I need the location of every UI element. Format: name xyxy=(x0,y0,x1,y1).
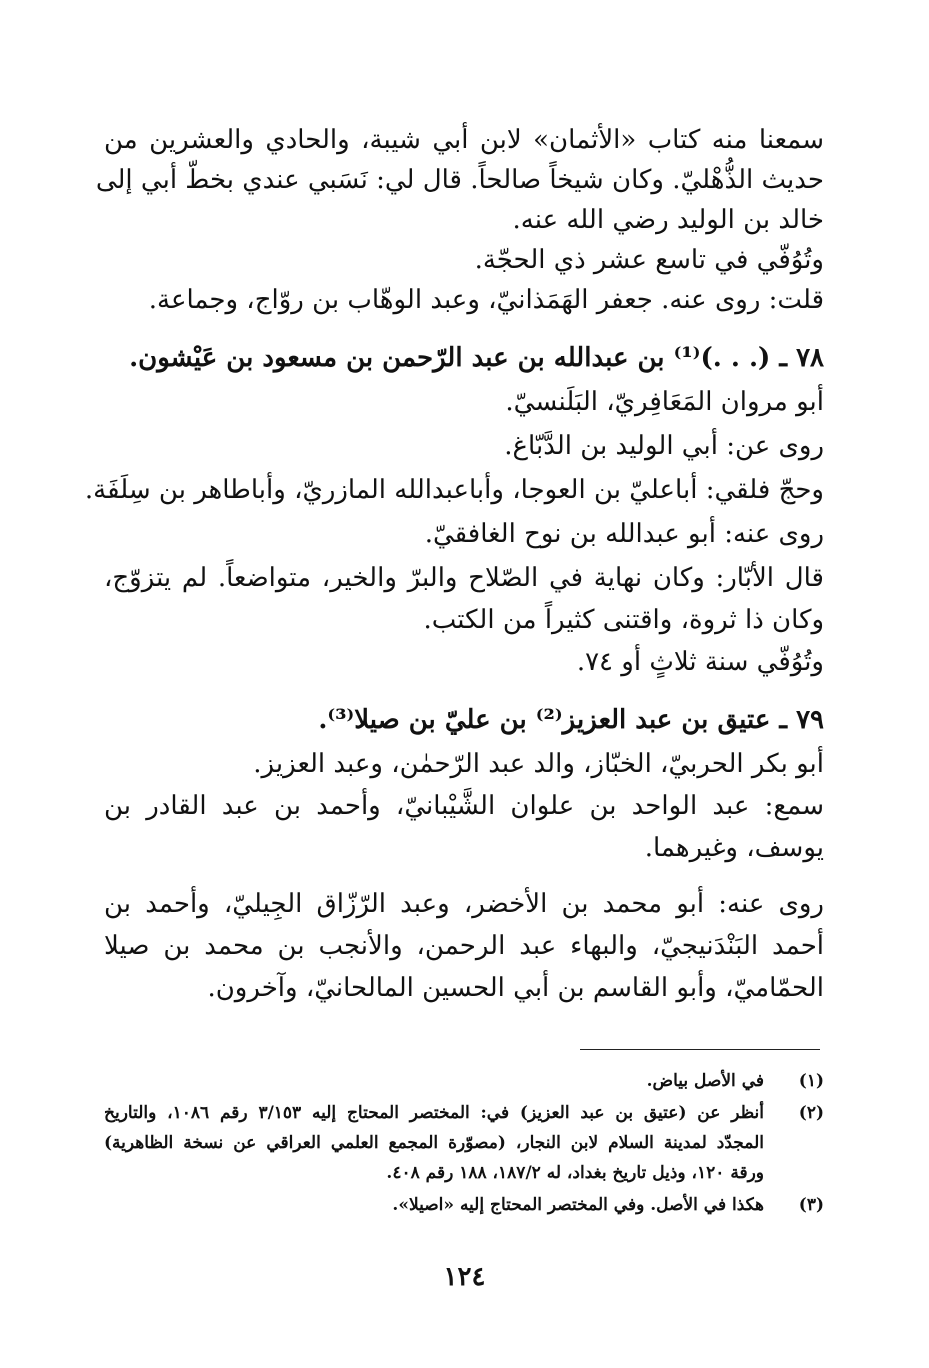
footnote-text: ورقة ١٢٠، وذيل تاريخ بغداد، له ١٨٧/٢، ١٨٨ رقم ٤٠٨. xyxy=(386,1163,764,1183)
text-line: أبو بكر الحربيّ، الخبّاز، والد عبد الرّحمٰن، وعبد العزيز. xyxy=(253,749,824,779)
text-line: روى عن: أبي الوليد بن الدَّبّاغ. xyxy=(504,431,824,461)
footnote-text: أنظر عن (عتيق بن عبد العزيز) في: المختصر المحتاج إليه ٣/١٥٣ رقم ١٠٨٦، والتاريخ xyxy=(104,1103,764,1123)
text-line: الحمّاميّ، وأبو القاسم بن أبي الحسين المالحانيّ، وآخرون. xyxy=(207,973,824,1003)
text-line: روى عنه: أبو محمد بن الأخضر، وعبد الرّزّاق الجِيليّ، وأحمد بن xyxy=(104,889,824,919)
text-line: سمعنا منه كتاب «الأثمان» لابن أبي شيبة، والحادي والعشرين من xyxy=(104,125,824,155)
text-line: قال الأبّار: وكان نهاية في الصّلاح والبرّ والخير، متواضعاً. لم يتزوّج، xyxy=(104,563,824,593)
text-line: روى عنه: أبو عبدالله بن نوح الغافقيّ. xyxy=(424,519,824,549)
footnote-number: (٢) xyxy=(798,1103,824,1123)
entry-heading-78: ٧٨ ـ (. . .)⁽¹⁾ بن عبدالله بن عبد الرّحمن بن مسعود بن عَيْشون. xyxy=(129,343,824,373)
text-line: سمع: عبد الواحد بن علوان الشَّيْبانيّ، وأحمد بن عبد القادر بن xyxy=(104,791,824,821)
footnote-number: (٣) xyxy=(798,1195,824,1215)
footnote-number: (١) xyxy=(798,1071,824,1091)
footnote-separator xyxy=(580,1049,820,1050)
text-line: وحجّ فلقي: أباعليّ بن العوجا، وأباعبدالله المازريّ، وأباطاهر بن سِلَفَة. xyxy=(84,475,824,505)
text-line: وتُوُفّي سنة ثلاثٍ أو ٧٤. xyxy=(576,647,824,677)
footnote-text: في الأصل بياض. xyxy=(646,1071,764,1091)
footnote-text: هكذا في الأصل. وفي المختصر المحتاج إليه «اصيلا». xyxy=(392,1195,764,1215)
text-line: أبو مروان المَعَافِريّ، البَلَنسيّ. xyxy=(505,387,824,417)
text-line: يوسف، وغيرهما. xyxy=(644,833,824,863)
text-line: وكان ذا ثروة، واقتنى كثيراً من الكتب. xyxy=(423,605,824,635)
footnote-text: المجدّد لمدينة السلام لابن النجار، (مصوّرة المجمع العلمي العراقي عن نسخة الظاهرية) xyxy=(104,1133,764,1153)
text-line: قلت: روى عنه. جعفر الهَمَذانيّ، وعبد الوهّاب بن روّاج، وجماعة. xyxy=(148,285,824,315)
page-number: ١٢٤ xyxy=(443,1262,486,1292)
text-line: حديث الذُّهْليّ. وكان شيخاً صالحاً. قال لي: نَسَبي عندي بخطّ أبي إلى xyxy=(95,165,824,195)
text-line: وتُوُفّي في تاسع عشر ذي الحجّة. xyxy=(474,245,824,275)
text-line: خالد بن الوليد رضي الله عنه. xyxy=(512,205,824,235)
entry-heading-79: ٧٩ ـ عتيق بن عبد العزيز⁽²⁾ بن عليّ بن صيلا⁽³⁾. xyxy=(318,705,824,735)
text-line: أحمد البَنْدَنيجيّ، والبهاء عبد الرحمن، والأنجب بن محمد بن صيلا xyxy=(104,931,824,961)
